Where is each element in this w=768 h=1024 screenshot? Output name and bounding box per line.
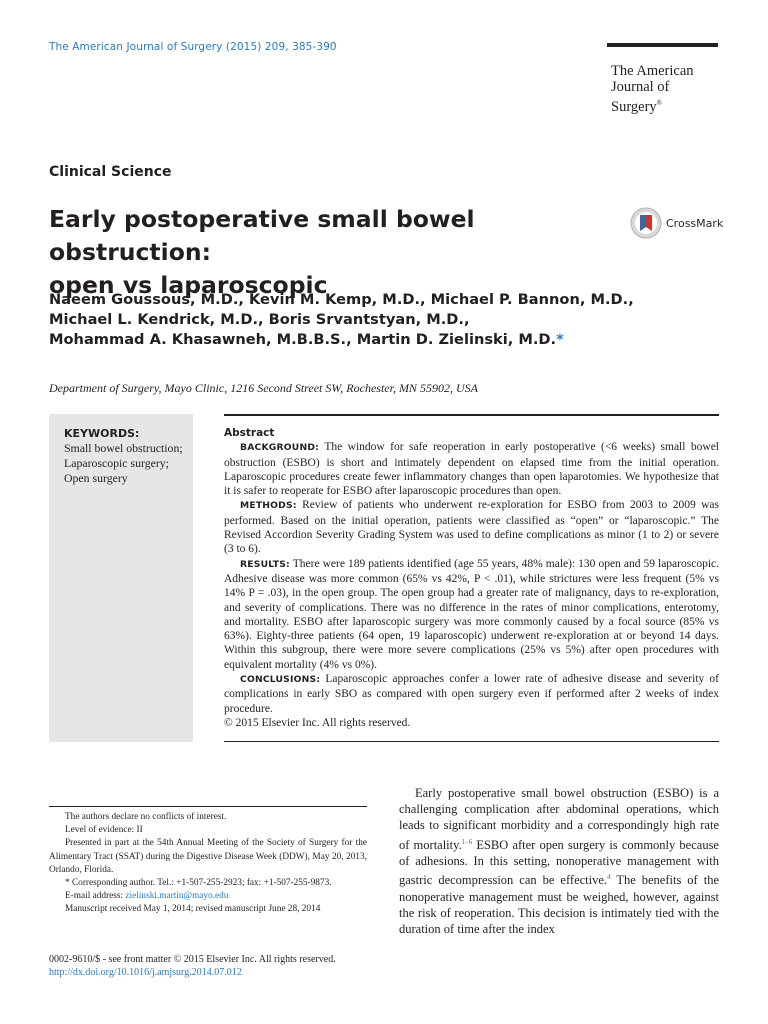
conclusions-text: Laparoscopic approaches confer a lower rate of adhesive disease and severity of complications in early SBO as compared with open surgery even if performed after 2 weeks of index procedure. [224,673,719,715]
footnote-received: Manuscript received May 1, 2014; revised manuscript June 28, 2014 [65,904,321,915]
crossmark-badge[interactable] [630,205,730,241]
body-text-part2: ESBO after open surgery is commonly because of adhesions. In this setting, nonoperative management with gastric decompression can be effective. [399,837,719,888]
section-label: Clinical Science [49,164,172,180]
author-list [49,290,669,350]
background-text: The window for safe reoperation in early postoperative (<6 weeks) small bowel obstruction (ESBO) is short and intimately dependent on elapsed time from the initial operation. Laparoscopic procedures create fewer inflammatory changes than open laparotomies. We hypothesize that it is safer to reoperate for ESBO after laparoscopic procedures than open. [224,441,719,498]
methods-text: Review of patients who underwent re-exploration for ESBO from 2003 to 2009 was performed. Based on the initial operation, patients were classified as “open” or “laparoscopic.” The Revised Accordion Severity Grading System was used to define complications as minor (1 to 2) or severe (3 to 6). [224,499,720,556]
doi-link[interactable]: http://dx.doi.org/10.1016/j.amjsurg.2014.07.012 [49,967,242,978]
abstract-title: Abstract [224,427,275,439]
keywords-list [64,441,189,487]
journal-citation[interactable]: The American Journal of Surgery (2015) 209, 385-390 [49,41,337,53]
title-line1: Early postoperative small bowel obstruction: [49,205,475,266]
affiliation: Department of Surgery, Mayo Clinic, 1216 Second Street SW, Rochester, MN 55902, USA [49,381,478,395]
results-heading: RESULTS: [240,558,290,570]
keyword-item: Small bowel obstruction; [64,441,183,455]
reference-link[interactable]: 4 [607,873,611,882]
crossmark-icon [630,207,662,239]
abstract-copyright: © 2015 Elsevier Inc. All rights reserved. [224,716,411,729]
abstract-top-rule [224,414,719,416]
authors-line3: Mohammad A. Khasawneh, M.B.B.S., Martin D. Zielinski, M.D. [49,331,557,348]
corresponding-author-link[interactable]: * [556,331,564,348]
email-label: E-mail address: [65,891,124,902]
footnote-presented: Presented in part at the 54th Annual Meeting of the Society of Surgery for the Alimentary Tract (SSAT) during the Digestive Disease Week (DDW), May 20, 2013, Orlando, Florida. [49,838,367,875]
keyword-item: Open surgery [64,471,128,486]
front-matter-line: 0002-9610/$ - see front matter © 2015 Elsevier Inc. All rights reserved. [49,954,336,965]
journal-name-line1: The American [611,63,694,79]
body-text [399,785,719,937]
keywords-title: KEYWORDS: [64,427,140,440]
journal-name-line2-wrap [611,79,721,115]
conclusions-heading: CONCLUSIONS: [240,674,321,686]
abstract [224,426,719,730]
journal-logo [611,63,721,115]
footnote-evidence: Level of evidence: II [65,825,143,836]
footnote-conflicts: The authors declare no conflicts of interest. [65,812,227,822]
footnote-rule [49,806,367,807]
crossmark-label: CrossMark [666,216,724,230]
journal-logo-bar [607,43,718,47]
abstract-bottom-rule [224,741,719,742]
background-heading: BACKGROUND: [240,442,320,454]
reference-link[interactable]: 1–6 [461,837,473,846]
abstract-results [224,557,719,672]
authors-line2: Michael L. Kendrick, M.D., Boris Srvantstyan, M.D., [49,311,470,328]
footnotes [49,811,367,917]
journal-name-line2: Journal of Surgery [611,79,670,115]
title-line2: open vs laparoscopic [49,271,328,299]
body-text-part1: Early postoperative small bowel obstruction (ESBO) is a challenging complication after abdominal operations, which leads to significant morbidity and a correspondingly high rate of mortality. [399,786,719,852]
results-text: There were 189 patients identified (age 55 years, 48% male): 130 open and 59 laparoscopic. Adhesive disease was more common (65% vs 42%, P < .01), while strictures were less frequent (5% vs 14% P = .03), in the open group. The open group had a greater rate of malignancy, days to re-exploration, and severity of complications. There was no difference in the rates of minor complications, enterotomy, and mortality. ESBO after laparoscopic surgery was more commonly caused by a focal source (85% vs 63%). Eighty-three patients (64 open, 19 laparoscopic) underwent re-exploration at or beyond 14 days. Within this subgroup, there were more severe complications (25% vs 5%) after open procedures with equivalent mortality (4% vs 0%). [224,557,719,671]
authors-line1: Naeem Goussous, M.D., Kevin M. Kemp, M.D., Michael P. Bannon, M.D., [49,291,634,308]
footnote-email [49,890,367,903]
methods-heading: METHODS: [240,500,297,512]
registered-mark: ® [656,99,662,107]
article-title [49,203,609,302]
footnote-corresponding: * Corresponding author. Tel.: +1-507-255-2923; fax: +1-507-255-9873. [65,878,332,889]
abstract-methods [224,498,719,556]
body-text-part3: The benefits of the nonoperative management must be weighed, however, against the risk of reoperation. This decision is intimately tied with the duration of time after the index [399,873,719,936]
keyword-item: Laparoscopic surgery; [64,456,169,471]
body-paragraph [399,785,719,937]
authors-line3-wrap [49,330,669,350]
abstract-background [224,440,719,498]
email-link[interactable]: zielinski.martin@mayo.edu [125,891,229,902]
abstract-conclusions [224,672,719,716]
